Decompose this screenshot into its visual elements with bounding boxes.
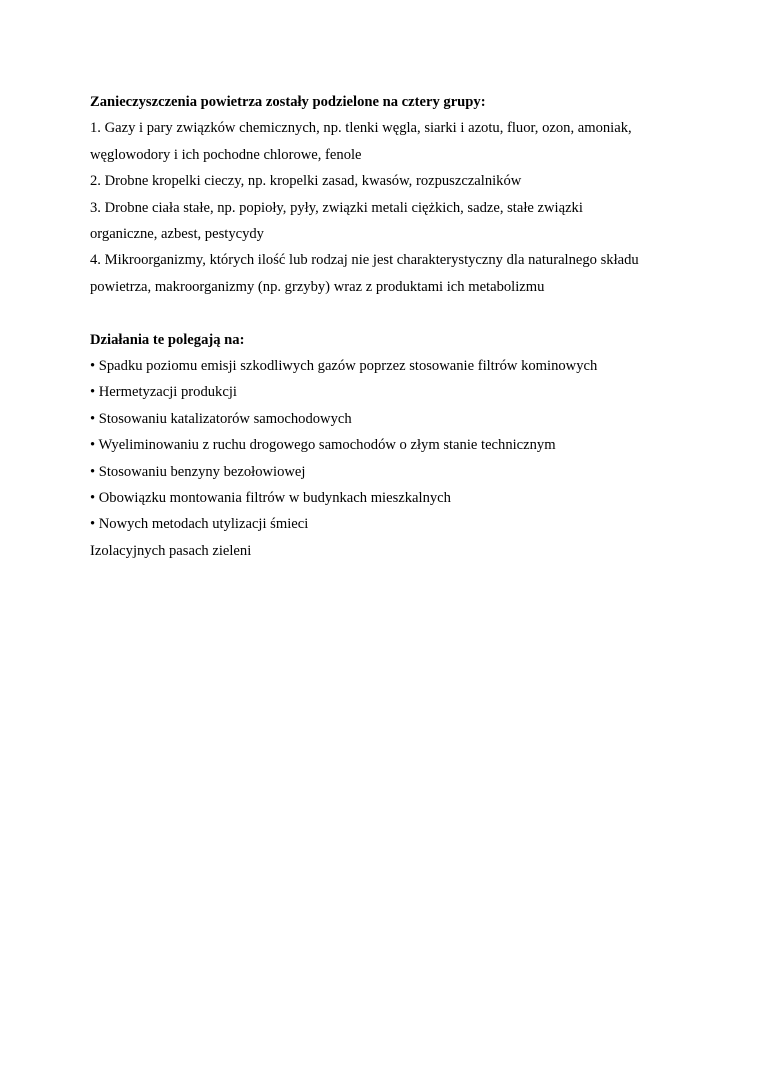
text-line: 2. Drobne kropelki cieczy, np. kropelki zasad, kwasów, rozpuszczalników — [90, 173, 522, 190]
bullet-item: • Stosowaniu katalizatorów samochodowych — [90, 410, 352, 427]
text-line: 3. Drobne ciała stałe, np. popioły, pyły, związki metali ciężkich, sadze, stałe związki — [90, 199, 583, 216]
text-line: powietrza, makroorganizmy (np. grzyby) wraz z produktami ich metabolizmu — [90, 278, 545, 295]
paragraph-spacer — [90, 300, 680, 326]
text-line: 4. Mikroorganizmy, których ilość lub rodzaj nie jest charakterystyczny dla naturalnego składu — [90, 252, 639, 269]
bullet-item: • Nowych metodach utylizacji śmieci — [90, 516, 309, 533]
bullet-item: • Spadku poziomu emisji szkodliwych gazów poprzez stosowanie filtrów kominowych — [90, 358, 598, 375]
document-body — [90, 89, 680, 564]
bullet-item: • Wyeliminowaniu z ruchu drogowego samochodów o złym stanie technicznym — [90, 437, 556, 454]
trailing-line: Izolacyjnych pasach zieleni — [90, 542, 252, 559]
bullet-item: • Obowiązku montowania filtrów w budynkach mieszkalnych — [90, 490, 451, 507]
bullet-item: • Stosowaniu benzyny bezołowiowej — [90, 463, 306, 480]
text-line: węglowodory i ich pochodne chlorowe, fenole — [90, 146, 362, 163]
text-line: 1. Gazy i pary związków chemicznych, np. tlenki węgla, siarki i azotu, fluor, ozon, amoniak, — [90, 120, 632, 137]
section-heading-actions: Działania te polegają na: — [90, 331, 245, 348]
bullet-item: • Hermetyzacji produkcji — [90, 384, 237, 401]
section-heading-pollutant-groups: Zanieczyszczenia powietrza zostały podzielone na cztery grupy: — [90, 94, 486, 110]
text-line: organiczne, azbest, pestycydy — [90, 226, 264, 243]
